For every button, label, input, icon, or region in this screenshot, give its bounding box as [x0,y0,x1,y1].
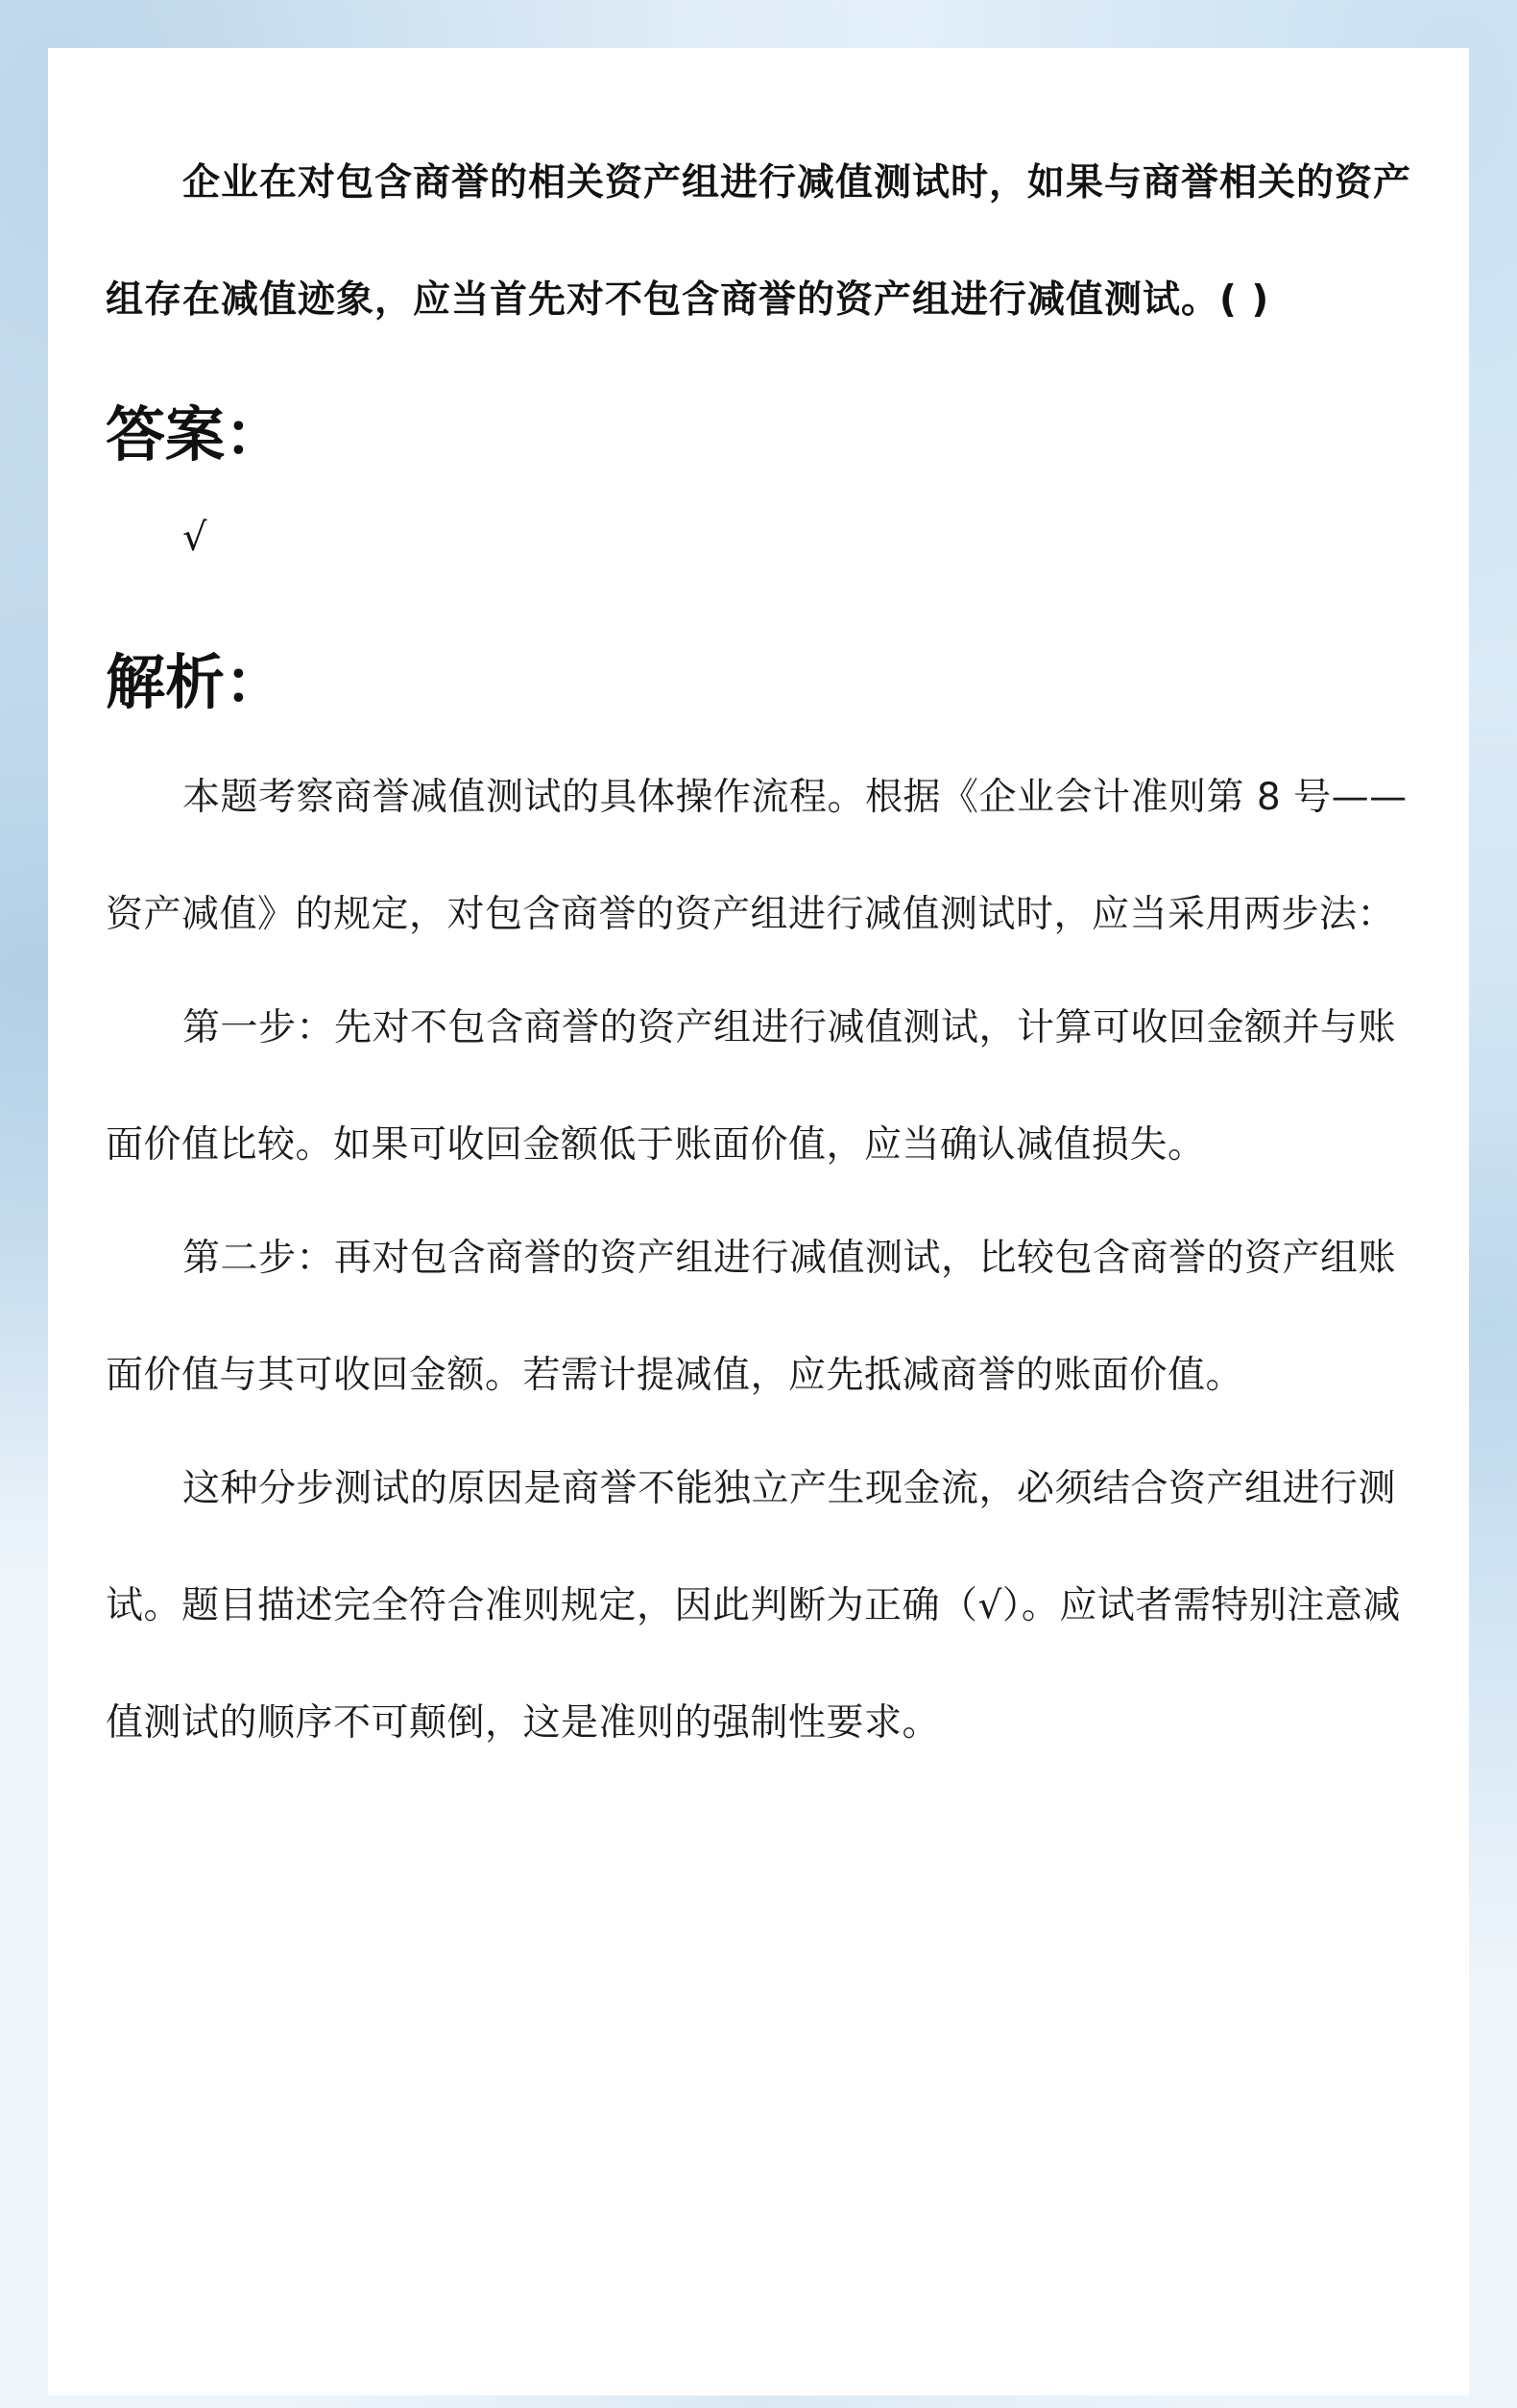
analysis-paragraph-conclusion: 这种分步测试的原因是商誉不能独立产生现金流，必须结合资产组进行测试。题目描述完全符合准则规定，因此判断为正确（√）。应试者需特别注意减值测试的顺序不可颠倒，这是准则的强制性要求。 [106,1467,1401,1745]
document-page [48,48,1469,2396]
analysis-paragraph-intro: 本题考察商誉减值测试的具体操作流程。根据《企业会计准则第 8 号——资产减值》的规定，对包含商誉的资产组进行减值测试时，应当采用两步法： [106,776,1408,936]
question-text: 企业在对包含商誉的相关资产组进行减值测试时，如果与商誉相关的资产组存在减值迹象，应当首先对不包含商誉的资产组进行减值测试。( ) [106,161,1412,322]
analysis-heading: 解析： [106,647,285,717]
answer-value: √ [182,516,207,560]
analysis-paragraph-step-two: 第二步：再对包含商誉的资产组进行减值测试，比较包含商誉的资产组账面价值与其可收回金额。若需计提减值，应先抵减商誉的账面价值。 [106,1237,1397,1397]
analysis-paragraph-step-one: 第一步：先对不包含商誉的资产组进行减值测试，计算可收回金额并与账面价值比较。如果可收回金额低于账面价值，应当确认减值损失。 [106,1006,1397,1167]
answer-heading: 答案： [106,399,285,470]
